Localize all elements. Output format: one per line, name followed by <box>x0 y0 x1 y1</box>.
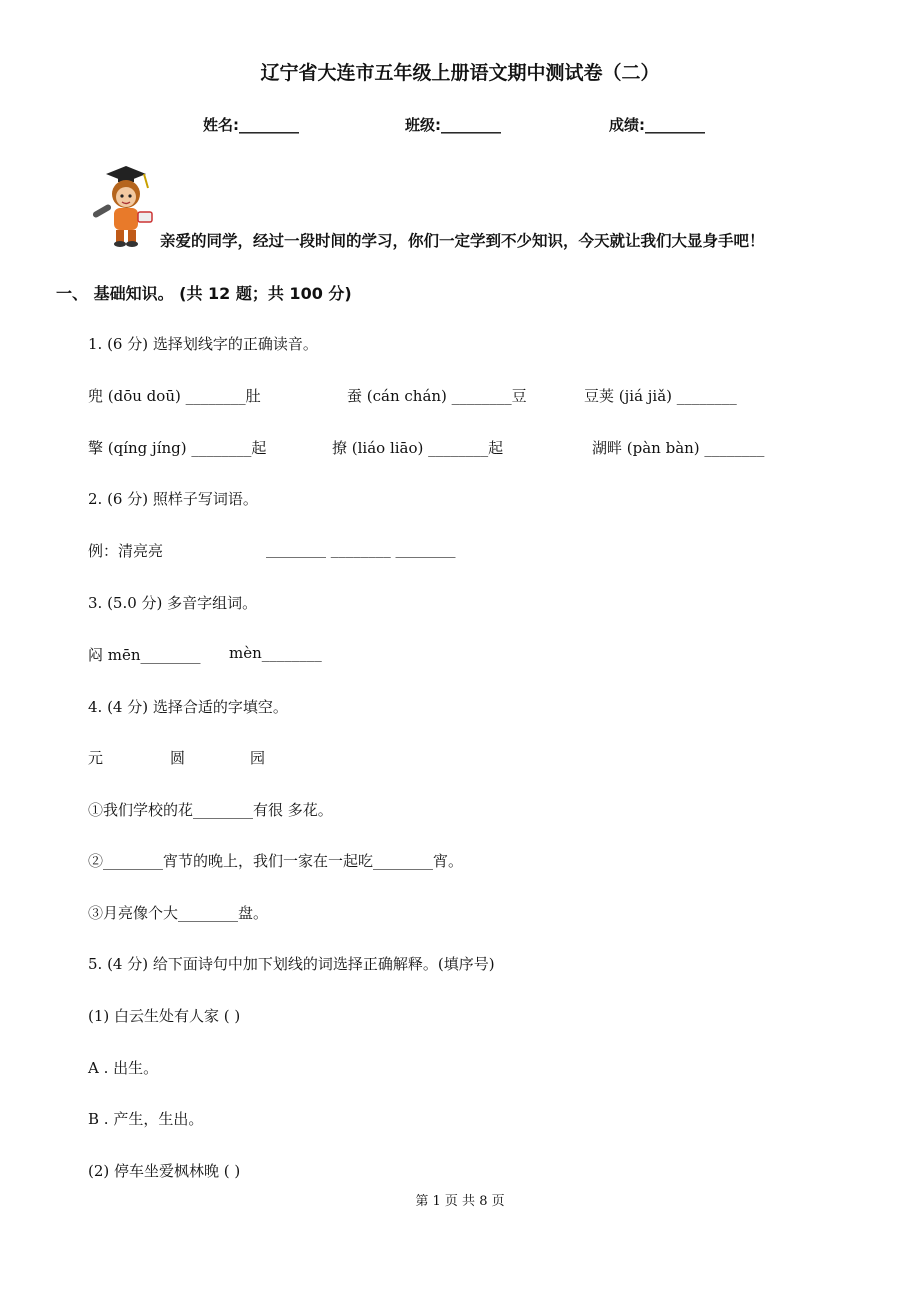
q4-word-3: 园 <box>250 749 266 767</box>
q5-item-2: (2) 停车坐爱枫林晚 ( ) <box>88 1162 241 1180</box>
q1-item-b: 蚕 (cán chán) ________豆 <box>347 387 527 405</box>
q5-item-1: (1) 白云生处有人家 ( ) <box>88 1007 241 1025</box>
question-5: 5. (4 分) 给下面诗句中加下划线的词选择正确解释。(填序号) <box>88 955 495 973</box>
name-field: 姓名:________ <box>203 116 299 134</box>
q1-item-a: 兜 (dōu doū) ________肚 <box>88 387 261 405</box>
q4-item-2: ②________宵节的晚上，我们一家在一起吃________宵。 <box>88 852 464 870</box>
q4-word-1: 元 <box>88 749 104 767</box>
q4-item-3: ③月亮像个大________盘。 <box>88 904 269 922</box>
q1-item-e: 撩 (liáo liāo) ________起 <box>332 439 504 457</box>
q1-item-d: 擎 (qíng jíng) ________起 <box>88 439 267 457</box>
question-2: 2. (6 分) 照样子写词语。 <box>88 490 258 508</box>
q5-option-b: B . 产生，生出。 <box>88 1110 204 1128</box>
q4-word-2: 圆 <box>170 749 186 767</box>
page-footer: 第 1 页 共 8 页 <box>415 1194 505 1209</box>
q1-item-f: 湖畔 (pàn bàn) ________ <box>592 439 765 457</box>
q3-item-b: mèn________ <box>229 644 322 662</box>
question-4: 4. (4 分) 选择合适的字填空。 <box>88 698 288 716</box>
question-1: 1. (6 分) 选择划线字的正确读音。 <box>88 335 318 353</box>
q5-option-a: A . 出生。 <box>88 1059 159 1077</box>
class-field: 班级:________ <box>405 116 501 134</box>
q1-item-c: 豆荚 (jiá jiǎ) ________ <box>584 387 737 405</box>
page-title: 辽宁省大连市五年级上册语文期中测试卷（二） <box>260 62 660 84</box>
greeting-text: 亲爱的同学，经过一段时间的学习，你们一定学到不少知识，今天就让我们大显身手吧！ <box>160 232 765 250</box>
section-heading: 一、 基础知识。 (共 12 题；共 100 分) <box>56 284 352 303</box>
q2-example: 例：清亮亮 <box>88 542 164 560</box>
question-3: 3. (5.0 分) 多音字组词。 <box>88 594 258 612</box>
score-field: 成绩:________ <box>609 116 705 134</box>
q2-blanks: ________ ________ ________ <box>266 540 456 558</box>
q4-item-1: ①我们学校的花________有很 多花。 <box>88 801 333 819</box>
q3-item-a: 闷 mēn________ <box>88 646 201 664</box>
mascot-graduate-icon <box>88 164 158 248</box>
